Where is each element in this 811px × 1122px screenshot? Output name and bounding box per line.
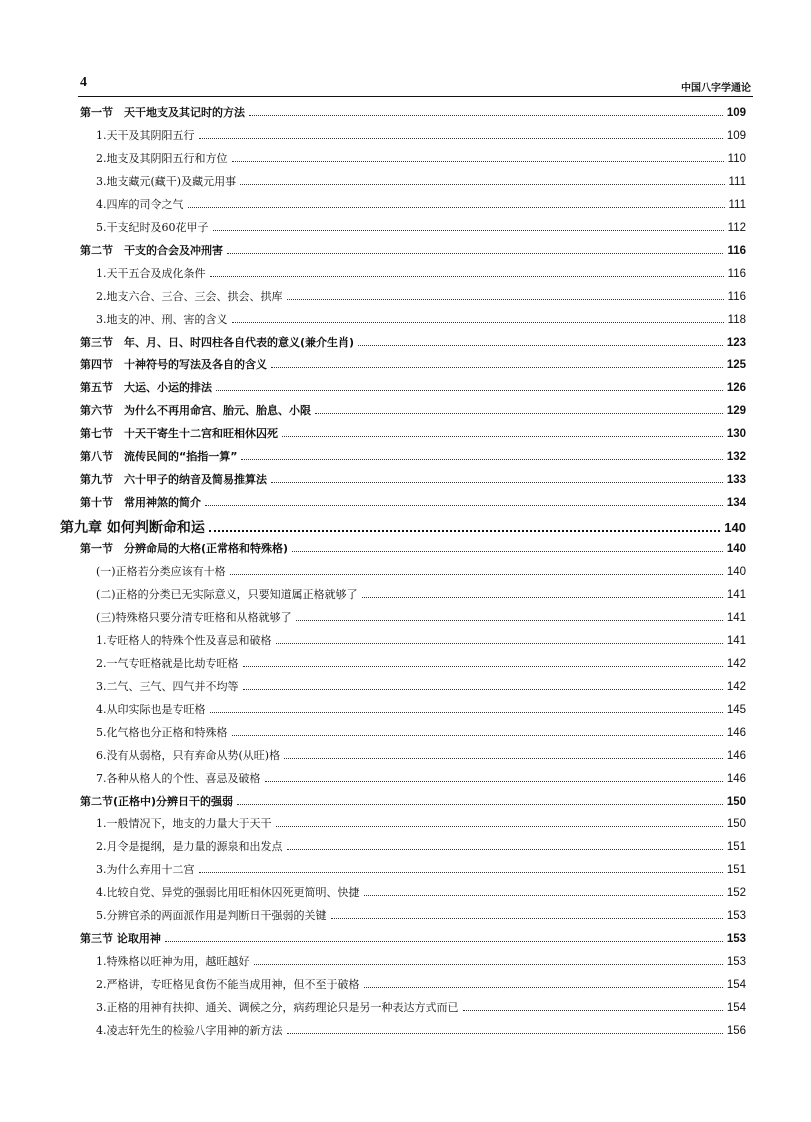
- toc-section: [80, 242, 746, 262]
- toc-entry-page: 142: [726, 680, 746, 693]
- toc-entry-title: 1.专旺格人的特殊个性及喜忌和破格: [96, 633, 272, 647]
- toc-entry-title: 3.正格的用神有扶抑、通关、调候之分，病药理论只是另一种表达方式而已: [96, 1001, 459, 1015]
- dot-leader: [216, 390, 723, 391]
- toc-entry-title: 4.从印实际也是专旺格: [96, 702, 206, 716]
- toc-entry-title: 第二节(正格中)分辨日干的强弱: [80, 794, 234, 808]
- toc-entry-title: 4.凌志轩先生的检验八字用神的新方法: [96, 1024, 283, 1037]
- toc-entry-title: 2.地支及其阴阳五行和方位: [96, 151, 228, 165]
- toc-entry-page: 133: [726, 474, 746, 487]
- dot-leader: [358, 345, 723, 346]
- toc-entry-title: 4.比较自党、异党的强弱比用旺相休囚死更简明、快捷: [96, 886, 360, 900]
- toc-entry-page: 146: [726, 772, 746, 785]
- toc-entry-title: 第十节 常用神煞的简介: [80, 496, 201, 510]
- toc-section: [80, 471, 746, 491]
- toc-item: [96, 655, 746, 675]
- running-title: 中国八字学通论: [681, 83, 751, 94]
- dot-leader: [232, 161, 724, 162]
- toc-entry-title: 第三节 论取用神: [80, 932, 161, 946]
- toc-entry-page: 145: [726, 703, 746, 716]
- dot-leader: [210, 712, 723, 713]
- toc-entry-page: 151: [726, 864, 746, 877]
- toc-item: [96, 815, 746, 835]
- toc-entry-title: 第六节 为什么不再用命宫、胎元、胎息、小限: [80, 404, 311, 418]
- toc-section: [80, 448, 746, 468]
- toc-entry-page: 140: [726, 566, 746, 578]
- header-rule: [78, 96, 753, 97]
- toc-entry-title: 2.严格讲，专旺格见食伤不能当成用神，但不至于破格: [96, 978, 360, 992]
- page-number: 4: [80, 75, 87, 90]
- toc-entry-page: 116: [727, 267, 746, 280]
- dot-leader: [241, 459, 722, 460]
- toc-item: [96, 838, 746, 858]
- toc-section: [80, 793, 746, 813]
- toc-entry-page: 140: [724, 520, 746, 536]
- toc-entry-title: 第二节 干支的合会及冲刑害: [80, 243, 223, 257]
- dot-leader: [210, 276, 724, 277]
- toc-entry-page: 111: [728, 198, 746, 211]
- dot-leader: [188, 207, 725, 208]
- dot-leader: [249, 115, 723, 116]
- dot-leader: [243, 666, 723, 667]
- toc-item: [96, 861, 746, 881]
- dot-leader: [463, 1010, 723, 1011]
- dot-leader: [362, 597, 723, 598]
- dot-leader: [199, 138, 723, 139]
- toc-entry-title: 3.二气、三气、四气并不均等: [96, 679, 239, 693]
- toc-entry-page: 146: [726, 726, 746, 739]
- dot-leader: [209, 530, 720, 532]
- dot-leader: [254, 964, 723, 965]
- toc-entry-title: 1.特殊格以旺神为用，越旺越好: [96, 955, 250, 969]
- toc-entry-title: 6.没有从弱格，只有弃命从势(从旺)格: [96, 748, 281, 762]
- dot-leader: [265, 781, 723, 782]
- toc-item: [96, 953, 746, 973]
- toc-entry-title: 第一节 分辨命局的大格(正常格和特殊格): [80, 542, 289, 556]
- toc-entry-page: 140: [726, 543, 746, 556]
- toc-item: [96, 219, 746, 239]
- toc-item: [96, 724, 746, 744]
- toc-entry-page: 150: [726, 795, 746, 808]
- dot-leader: [287, 849, 723, 850]
- dot-leader: [213, 230, 724, 231]
- toc-entry-title: 2.月令是提纲，是力量的源泉和出发点: [96, 840, 283, 854]
- toc-item: [96, 586, 746, 606]
- toc-entry-title: 1.天干五合及成化条件: [96, 266, 206, 280]
- toc-entry-page: 141: [726, 611, 746, 624]
- dot-leader: [287, 299, 724, 300]
- toc-item: [96, 127, 746, 147]
- toc-item: [96, 907, 746, 927]
- dot-leader: [276, 643, 723, 644]
- toc-entry-title: 5.干支纪时及60花甲子: [96, 220, 209, 234]
- dot-leader: [165, 941, 723, 942]
- toc-item: [96, 1022, 746, 1042]
- dot-leader: [271, 367, 723, 368]
- dot-leader: [292, 551, 723, 552]
- toc-item: [96, 976, 746, 996]
- toc-entry-page: 134: [726, 497, 746, 510]
- toc-entry-title: 5.分辨官杀的两面派作用是判断日干强弱的关键: [96, 909, 327, 923]
- toc-entry-title: 3.地支的冲、刑、害的含义: [96, 312, 228, 326]
- toc-section: [80, 494, 746, 514]
- dot-leader: [287, 1033, 723, 1034]
- toc-entry-page: 154: [726, 979, 746, 992]
- toc-entry-page: 153: [726, 956, 746, 969]
- toc-entry-page: 118: [727, 313, 746, 326]
- dot-leader: [232, 735, 723, 736]
- toc-entry-title: 第九章 如何判断命和运: [60, 520, 205, 537]
- toc-entry-page: 125: [726, 359, 746, 372]
- toc-item: [96, 311, 746, 331]
- toc-entry-page: 116: [727, 244, 746, 257]
- toc-item: [96, 265, 746, 285]
- toc-item: [96, 173, 746, 193]
- toc-item: [96, 632, 746, 652]
- toc-entry-page: 116: [727, 290, 746, 303]
- toc-entry-page: 152: [726, 887, 746, 900]
- toc-item: [96, 288, 746, 308]
- toc-entry-title: 1.天干及其阴阳五行: [96, 128, 195, 142]
- toc-entry-page: 153: [726, 933, 746, 946]
- toc-entry-page: 141: [726, 634, 746, 647]
- toc-entry-page: 130: [726, 428, 746, 441]
- dot-leader: [243, 689, 723, 690]
- toc-entry-title: 7.各种从格人的个性、喜忌及破格: [96, 771, 261, 785]
- toc-entry-title: (三)特殊格只要分清专旺格和从格就够了: [96, 610, 292, 624]
- toc-entry-page: 150: [726, 818, 746, 831]
- toc-section: [80, 930, 746, 950]
- toc-entry-page: 151: [726, 841, 746, 854]
- toc-entry-page: 154: [726, 1002, 746, 1015]
- toc-item: [96, 150, 746, 170]
- toc-section: [80, 334, 746, 354]
- dot-leader: [271, 482, 723, 483]
- toc-entry-title: 3.为什么弃用十二宫: [96, 863, 195, 877]
- dot-leader: [276, 826, 723, 827]
- dot-leader: [282, 436, 723, 437]
- dot-leader: [284, 758, 723, 759]
- dot-leader: [364, 987, 723, 988]
- toc-entry-page: 109: [726, 129, 746, 142]
- toc-entry-title: (一)正格若分类应该有十格: [96, 565, 226, 578]
- toc-entry-title: 1.一般情况下，地支的力量大于天干: [96, 817, 272, 831]
- toc-entry-title: 3.地支藏元(藏干)及藏元用事: [96, 174, 237, 188]
- toc-entry-title: 第八节 流传民间的“掐指一算”: [80, 450, 238, 464]
- dot-leader: [230, 574, 723, 575]
- dot-leader: [240, 184, 724, 185]
- toc-entry-page: 132: [726, 451, 746, 464]
- toc-item: [96, 196, 746, 216]
- toc-entry-title: 第四节 十神符号的写法及各自的含义: [80, 358, 267, 372]
- toc-entry-page: 156: [726, 1025, 746, 1037]
- toc-entry-page: 129: [726, 405, 746, 418]
- toc-entry-title: 第九节 六十甲子的纳音及简易推算法: [80, 473, 267, 487]
- toc-entry-page: 109: [726, 107, 746, 119]
- toc-entry-page: 123: [726, 336, 746, 349]
- toc-section: [80, 356, 746, 376]
- dot-leader: [331, 918, 723, 919]
- dot-leader: [227, 253, 723, 254]
- toc-section: [80, 402, 746, 422]
- toc-entry-page: 146: [726, 749, 746, 762]
- toc-entry-page: 112: [727, 221, 746, 234]
- toc-entry-title: 2.地支六合、三合、三会、拱会、拱库: [96, 289, 283, 303]
- toc-entry-title: 第七节 十天干寄生十二宫和旺相休囚死: [80, 427, 278, 441]
- dot-leader: [232, 322, 724, 323]
- toc-item: [96, 609, 746, 629]
- toc-entry-title: 2.一气专旺格就是比劫专旺格: [96, 656, 239, 670]
- toc-item: [96, 770, 746, 790]
- toc-entry-title: 第三节 年、月、日、时四柱各自代表的意义(兼介生肖): [80, 335, 355, 349]
- toc-item: [96, 884, 746, 904]
- toc-entry-page: 153: [726, 910, 746, 923]
- dot-leader: [364, 895, 723, 896]
- toc-entry-title: 5.化气格也分正格和特殊格: [96, 725, 228, 739]
- toc-section: [80, 425, 746, 445]
- toc-item: [96, 999, 746, 1019]
- dot-leader: [315, 413, 723, 414]
- toc-section: [80, 540, 746, 560]
- toc-entry-title: 第五节 大运、小运的排法: [80, 381, 212, 395]
- dot-leader: [237, 804, 723, 805]
- toc-entry-page: 110: [727, 152, 746, 165]
- dot-leader: [205, 505, 723, 506]
- toc-item: [96, 747, 746, 767]
- toc-item: [96, 701, 746, 721]
- dot-leader: [199, 872, 723, 873]
- toc-item: [96, 678, 746, 698]
- toc-section: [80, 379, 746, 399]
- toc-entry-title: 4.四库的司令之气: [96, 197, 184, 211]
- toc-entry-title: 第一节 天干地支及其记时的方法: [80, 106, 245, 119]
- toc-entry-page: 111: [728, 175, 746, 188]
- toc-section: [80, 104, 746, 124]
- toc-entry-page: 126: [726, 382, 746, 395]
- toc-chapter: [60, 517, 746, 537]
- toc-entry-page: 142: [726, 657, 746, 670]
- toc-entry-page: 141: [726, 588, 746, 601]
- toc-entry-title: (二)正格的分类已无实际意义，只要知道属正格就够了: [96, 587, 358, 601]
- toc-item: [96, 563, 746, 583]
- dot-leader: [296, 620, 723, 621]
